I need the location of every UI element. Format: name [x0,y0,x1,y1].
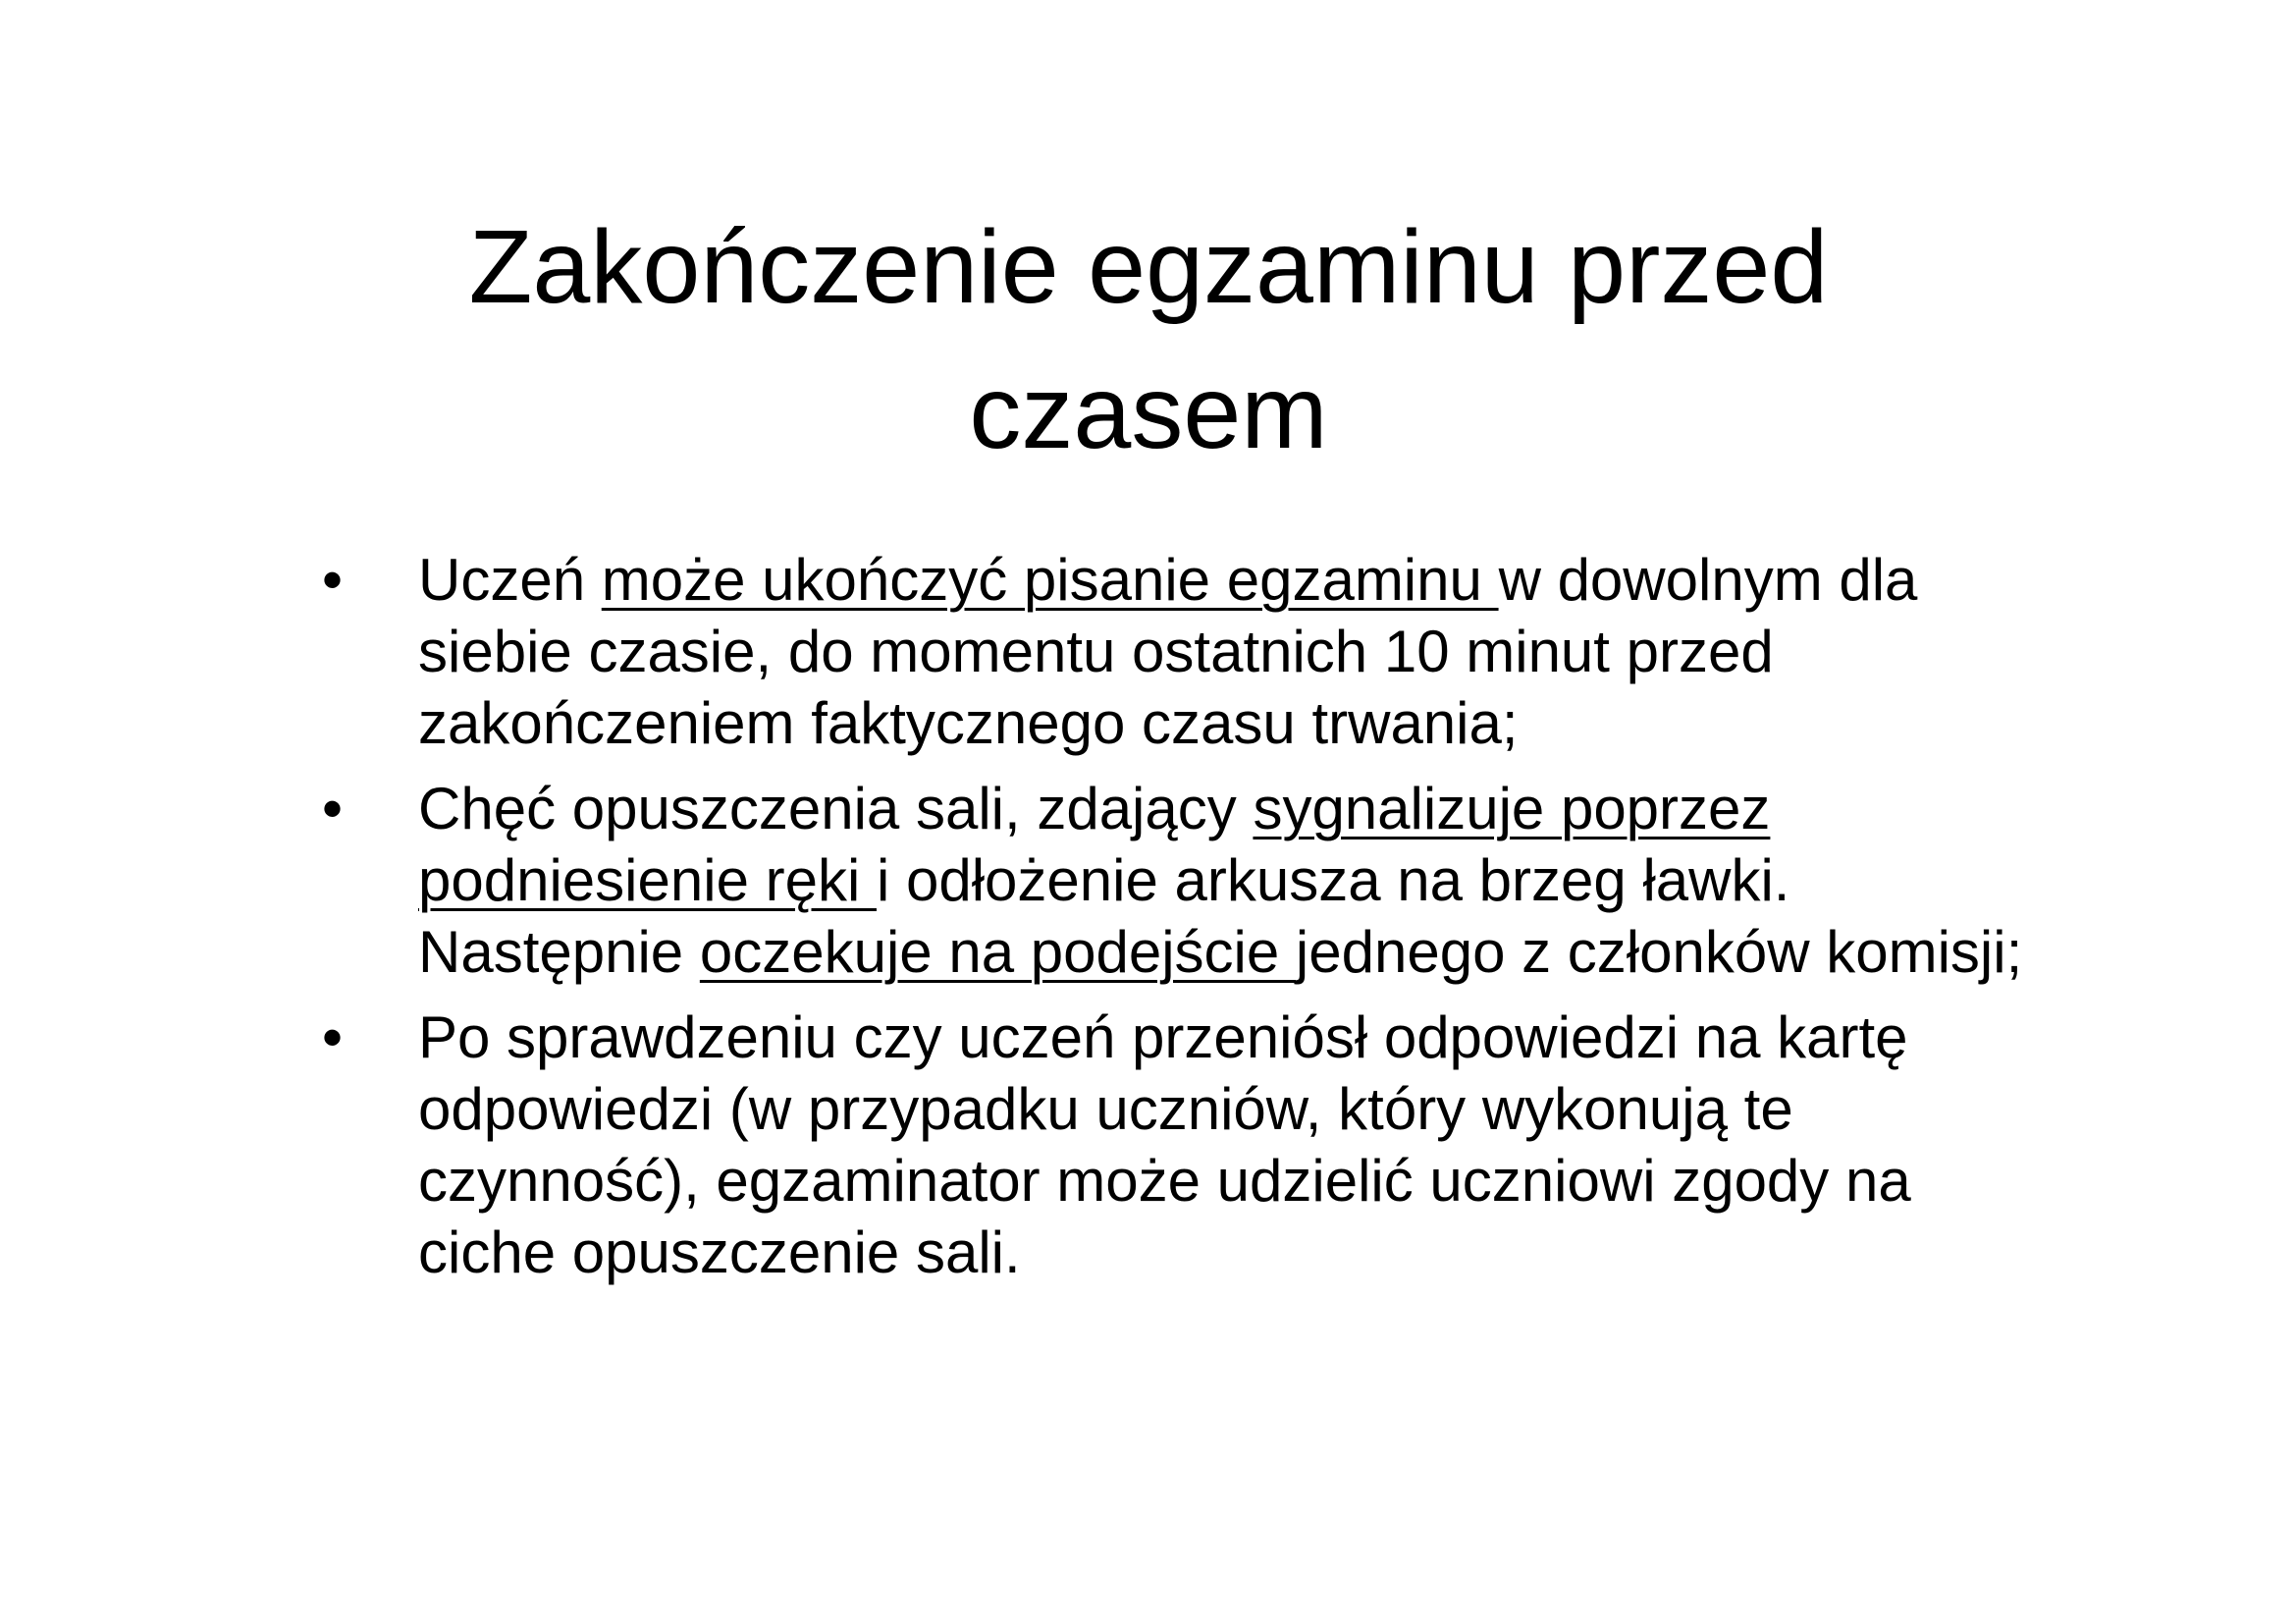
underlined-phrase: może ukończyć pisanie egzaminu [601,547,1499,613]
bullet-marker: • [322,1004,344,1070]
bullet-item-2 [312,773,2040,988]
bullet-text: Uczeń [418,547,602,613]
bullet-text: Po sprawdzeniu czy uczeń przeniósł odpowiedzi na kartę odpowiedzi (w przypadku uczniów, który wykonują te czynność), egzaminator może udzielić uczniowi zgody na ciche opuszczenie sali. [418,1004,1911,1285]
bullet-item-3 [312,1001,2040,1288]
bullet-text: i odłożenie arkusza na brzeg ławki. Następnie [418,847,1790,985]
underlined-phrase: sygnalizuje poprzez podniesienie ręki [418,776,1771,913]
bullet-text: jednego z członków komisji; [1295,919,2023,985]
bullet-text: w dowolnym dla siebie czasie, do momentu ostatnich 10 minut przed zakończeniem faktycznego czasu trwania; [418,547,1918,756]
bullet-marker: • [322,776,344,841]
bullet-text: Chęć opuszczenia sali, zdający [418,776,1254,841]
slide-title-line-2: czasem [969,354,1328,470]
slide-title [294,194,2002,485]
bullet-list [312,544,2040,1302]
bullet-item-1 [312,544,2040,759]
bullet-marker: • [322,547,344,613]
underlined-phrase: oczekuje na podejście [699,919,1296,985]
slide-title-line-1: Zakończenie egzaminu przed [468,209,1829,325]
